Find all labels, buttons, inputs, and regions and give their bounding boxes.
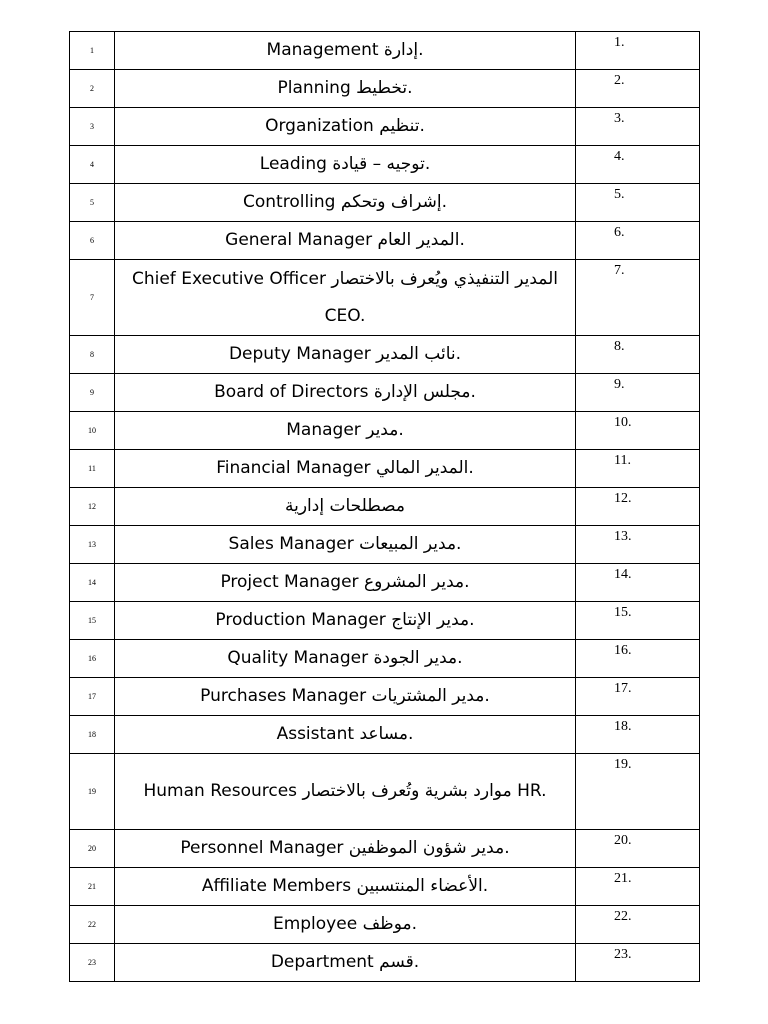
row-number-cell: 16 bbox=[70, 640, 115, 678]
table-row bbox=[70, 868, 700, 906]
index-cell: 21. bbox=[576, 868, 700, 906]
term-cell: Employee موظف. bbox=[115, 906, 576, 944]
row-number-cell: 9 bbox=[70, 374, 115, 412]
index-cell: 8. bbox=[576, 336, 700, 374]
table-row bbox=[70, 374, 700, 412]
table-row bbox=[70, 146, 700, 184]
index-cell: 12. bbox=[576, 488, 700, 526]
index-cell: 20. bbox=[576, 830, 700, 868]
term-cell: مصطلحات إدارية bbox=[115, 488, 576, 526]
table-row bbox=[70, 108, 700, 146]
row-number-cell: 11 bbox=[70, 450, 115, 488]
table-row bbox=[70, 906, 700, 944]
index-cell: 10. bbox=[576, 412, 700, 450]
row-number-cell: 17 bbox=[70, 678, 115, 716]
term-cell: Assistant مساعد. bbox=[115, 716, 576, 754]
row-number-cell: 21 bbox=[70, 868, 115, 906]
table-row bbox=[70, 488, 700, 526]
index-cell: 16. bbox=[576, 640, 700, 678]
index-cell: 7. bbox=[576, 260, 700, 336]
row-number-cell: 20 bbox=[70, 830, 115, 868]
table-row bbox=[70, 678, 700, 716]
index-cell: 3. bbox=[576, 108, 700, 146]
term-cell: General Manager المدير العام. bbox=[115, 222, 576, 260]
table-row bbox=[70, 412, 700, 450]
row-number-cell: 8 bbox=[70, 336, 115, 374]
table-row bbox=[70, 222, 700, 260]
term-cell: Controlling إشراف وتحكم. bbox=[115, 184, 576, 222]
term-cell: Chief Executive Officer المدير التنفيذي ويُعرف بالاختصار CEO. bbox=[115, 260, 576, 336]
glossary-table bbox=[69, 31, 700, 982]
term-cell: Purchases Manager مدير المشتريات. bbox=[115, 678, 576, 716]
index-cell: 4. bbox=[576, 146, 700, 184]
table-row bbox=[70, 184, 700, 222]
index-cell: 5. bbox=[576, 184, 700, 222]
row-number-cell: 10 bbox=[70, 412, 115, 450]
row-number-cell: 3 bbox=[70, 108, 115, 146]
table-row bbox=[70, 70, 700, 108]
row-number-cell: 14 bbox=[70, 564, 115, 602]
term-cell: Board of Directors مجلس الإدارة. bbox=[115, 374, 576, 412]
row-number-cell: 18 bbox=[70, 716, 115, 754]
term-cell: Personnel Manager مدير شؤون الموظفين. bbox=[115, 830, 576, 868]
term-cell: Management إدارة. bbox=[115, 32, 576, 70]
row-number-cell: 6 bbox=[70, 222, 115, 260]
row-number-cell: 22 bbox=[70, 906, 115, 944]
table-row bbox=[70, 260, 700, 336]
index-cell: 18. bbox=[576, 716, 700, 754]
term-cell: Organization تنظيم. bbox=[115, 108, 576, 146]
term-cell: Sales Manager مدير المبيعات. bbox=[115, 526, 576, 564]
term-cell: Quality Manager مدير الجودة. bbox=[115, 640, 576, 678]
term-cell: Department قسم. bbox=[115, 944, 576, 982]
table-row bbox=[70, 602, 700, 640]
table-row bbox=[70, 830, 700, 868]
row-number-cell: 4 bbox=[70, 146, 115, 184]
table-row bbox=[70, 450, 700, 488]
table-row bbox=[70, 716, 700, 754]
index-cell: 22. bbox=[576, 906, 700, 944]
row-number-cell: 15 bbox=[70, 602, 115, 640]
index-cell: 15. bbox=[576, 602, 700, 640]
term-cell: Leading توجيه – قيادة. bbox=[115, 146, 576, 184]
table-row bbox=[70, 336, 700, 374]
term-cell: Manager مدير. bbox=[115, 412, 576, 450]
table-row bbox=[70, 640, 700, 678]
term-cell: Project Manager مدير المشروع. bbox=[115, 564, 576, 602]
row-number-cell: 19 bbox=[70, 754, 115, 830]
table-row bbox=[70, 754, 700, 830]
index-cell: 6. bbox=[576, 222, 700, 260]
table-row bbox=[70, 32, 700, 70]
row-number-cell: 23 bbox=[70, 944, 115, 982]
row-number-cell: 5 bbox=[70, 184, 115, 222]
index-cell: 13. bbox=[576, 526, 700, 564]
term-cell: Human Resources موارد بشرية وتُعرف بالاختصار HR. bbox=[115, 754, 576, 830]
row-number-cell: 1 bbox=[70, 32, 115, 70]
table-row bbox=[70, 526, 700, 564]
term-cell: Production Manager مدير الإنتاج. bbox=[115, 602, 576, 640]
row-number-cell: 2 bbox=[70, 70, 115, 108]
term-cell: Affiliate Members الأعضاء المنتسبين. bbox=[115, 868, 576, 906]
row-number-cell: 7 bbox=[70, 260, 115, 336]
term-cell: Deputy Manager نائب المدير. bbox=[115, 336, 576, 374]
glossary-table-body bbox=[70, 32, 700, 982]
index-cell: 17. bbox=[576, 678, 700, 716]
index-cell: 14. bbox=[576, 564, 700, 602]
table-row bbox=[70, 944, 700, 982]
index-cell: 9. bbox=[576, 374, 700, 412]
index-cell: 23. bbox=[576, 944, 700, 982]
index-cell: 1. bbox=[576, 32, 700, 70]
index-cell: 19. bbox=[576, 754, 700, 830]
row-number-cell: 12 bbox=[70, 488, 115, 526]
term-cell: Financial Manager المدير المالي. bbox=[115, 450, 576, 488]
row-number-cell: 13 bbox=[70, 526, 115, 564]
index-cell: 2. bbox=[576, 70, 700, 108]
term-cell: Planning تخطيط. bbox=[115, 70, 576, 108]
table-row bbox=[70, 564, 700, 602]
index-cell: 11. bbox=[576, 450, 700, 488]
